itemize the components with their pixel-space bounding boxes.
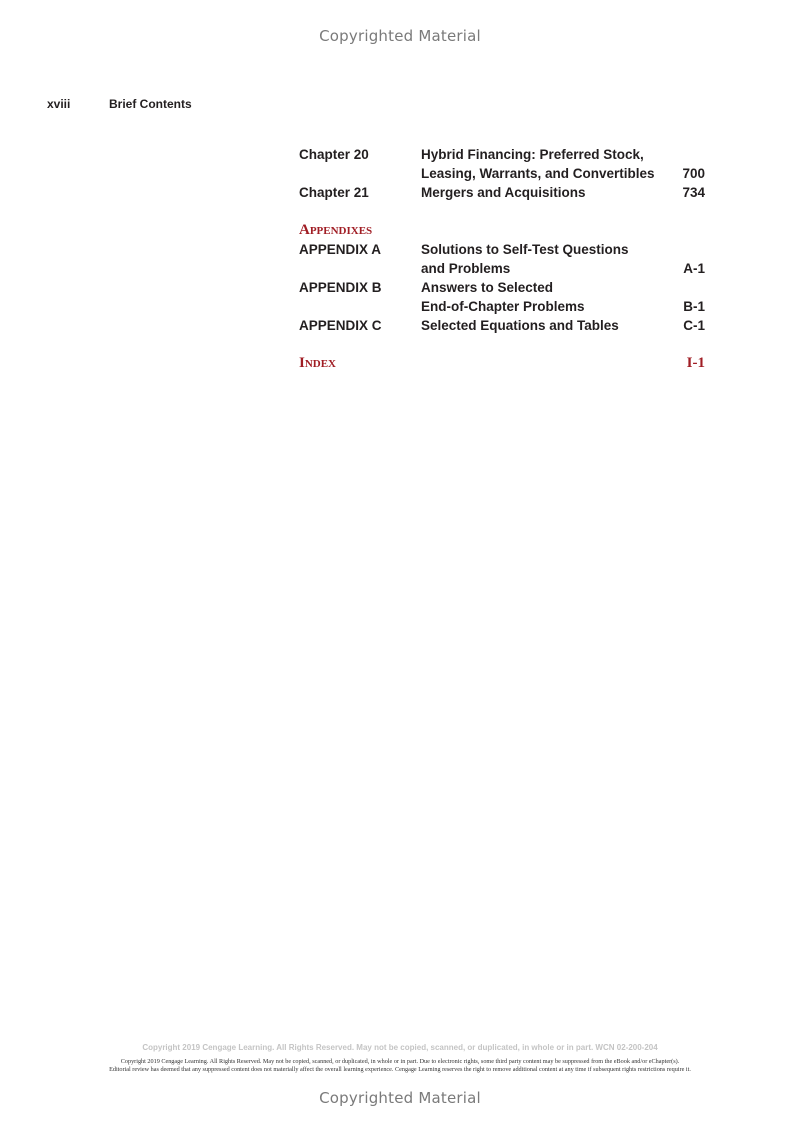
toc-entry-page: C-1 [683, 318, 705, 333]
toc-entry-chapter-20 [299, 145, 707, 183]
copyright-watermark-top: Copyrighted Material [319, 27, 481, 45]
copyright-notice-line: Editorial review has deemed that any suppressed content does not materially affect the overall learning experience. Cengage Learning reserves the right to remove additional content at any time if subsequent rights restrictions require it. [109, 1066, 691, 1073]
running-head [47, 97, 192, 111]
toc-entry-appendix-a [299, 240, 707, 278]
toc-entry-title-line: Leasing, Warrants, and Convertibles [421, 166, 655, 181]
brief-contents-list [299, 145, 707, 373]
toc-entry-page: A-1 [683, 261, 705, 276]
toc-entry-title [421, 240, 671, 278]
appendixes-heading: Appendixes [299, 222, 373, 238]
toc-entry-title-line: Solutions to Self-Test Questions [421, 242, 629, 257]
toc-entry-index [299, 354, 707, 373]
toc-entry-title-line: and Problems [421, 261, 511, 276]
copyright-notice-fine-print [60, 1058, 740, 1074]
toc-entry-appendix-b [299, 278, 707, 316]
toc-entry-page: 734 [682, 185, 705, 200]
toc-entry-page: I-1 [686, 355, 705, 371]
toc-entry-title [421, 316, 671, 335]
toc-entry-page: 700 [682, 166, 705, 181]
toc-entry-number: APPENDIX C [299, 318, 382, 333]
toc-entry-appendix-c [299, 316, 707, 335]
toc-entry-title [421, 183, 671, 202]
toc-entry-title-line: Selected Equations and Tables [421, 318, 619, 333]
copyright-watermark-bottom: Copyrighted Material [319, 1089, 481, 1107]
toc-entry-title-line: End-of-Chapter Problems [421, 299, 585, 314]
toc-entry-title-line: Hybrid Financing: Preferred Stock, [421, 147, 644, 162]
toc-entry-title [421, 278, 671, 316]
toc-entry-number: Chapter 21 [299, 185, 369, 200]
running-head-title: Brief Contents [109, 97, 192, 111]
page-folio: xviii [47, 97, 71, 111]
toc-entry-number: APPENDIX B [299, 280, 382, 295]
toc-entry-number: APPENDIX A [299, 242, 382, 257]
copyright-notice-gray: Copyright 2019 Cengage Learning. All Rights Reserved. May not be copied, scanned, or duplicated, in whole or in part. WCN 02-200-204 [142, 1043, 658, 1052]
toc-entry-page: B-1 [683, 299, 705, 314]
toc-entry-number: Chapter 20 [299, 147, 369, 162]
toc-entry-title-line: Mergers and Acquisitions [421, 185, 586, 200]
toc-entry-title-line: Answers to Selected [421, 280, 554, 295]
index-heading: Index [299, 355, 337, 371]
toc-entry-title [421, 145, 671, 183]
toc-entry-chapter-21 [299, 183, 707, 202]
copyright-notice-line: Copyright 2019 Cengage Learning. All Rights Reserved. May not be copied, scanned, or duplicated, in whole or in part. Due to electronic rights, some third party content may be suppressed from the eBook and/or eChapter(s). [120, 1058, 680, 1065]
